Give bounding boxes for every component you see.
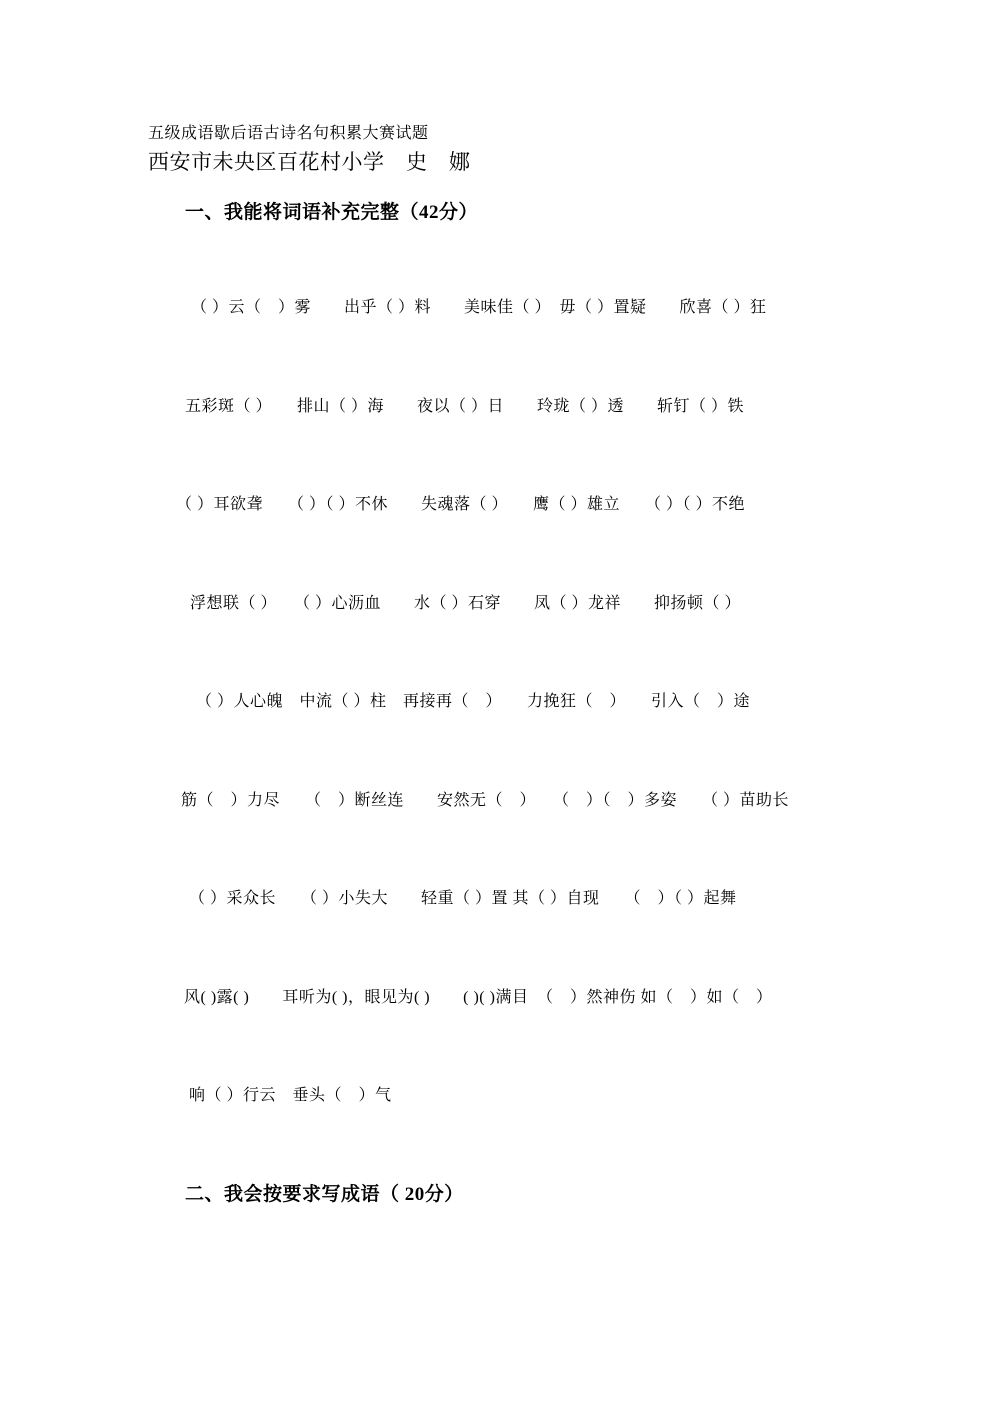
question-row-1: （ ）云（ ）雾 出乎（ ）料 美味佳（ ） 毋（ ）置疑 欣喜（ ）狂: [191, 299, 767, 316]
section-1-heading: 一、我能将词语补充完整（42分）: [185, 202, 479, 223]
question-row-3: （ ）耳欲聋 （ ）（ ）不休 失魂落（ ） 鹰（ ）雄立 （ ）（ ）不绝: [176, 496, 746, 513]
question-row-5: （ ）人心魄 中流（ ）柱 再接再（ ） 力挽狂（ ） 引入（ ）途: [196, 693, 751, 710]
question-row-8: 风( )露( ) 耳听为( )，眼见为( ) ( )( )满目 （ ）然神伤 如（ ）如（ ）: [184, 989, 773, 1006]
question-row-2: 五彩斑（ ） 排山（ ）海 夜以（ ）日 玲珑（ ）透 斩钉（ ）铁: [185, 398, 745, 415]
section-2-heading: 二、我会按要求写成语（ 20分）: [185, 1184, 464, 1205]
question-row-9: 响（ ）行云 垂头（ ）气: [189, 1087, 392, 1104]
question-row-4: 浮想联（ ） （ ）心沥血 水（ ）石穿 凤（ ）龙祥 抑扬顿（ ）: [190, 595, 742, 612]
question-row-6: 筋（ ）力尽 （ ）断丝连 安然无（ ） （ ）（ ）多姿 （ ）苗助长: [181, 792, 790, 809]
question-row-7: （ ）采众长 （ ）小失大 轻重（ ）置 其（ ）自现 （ ）（ ）起舞: [189, 890, 737, 907]
doc-title: 五级成语歇后语古诗名句积累大赛试题: [148, 125, 429, 142]
doc-school-author-line: 西安市未央区百花村小学 史 娜: [148, 150, 471, 174]
